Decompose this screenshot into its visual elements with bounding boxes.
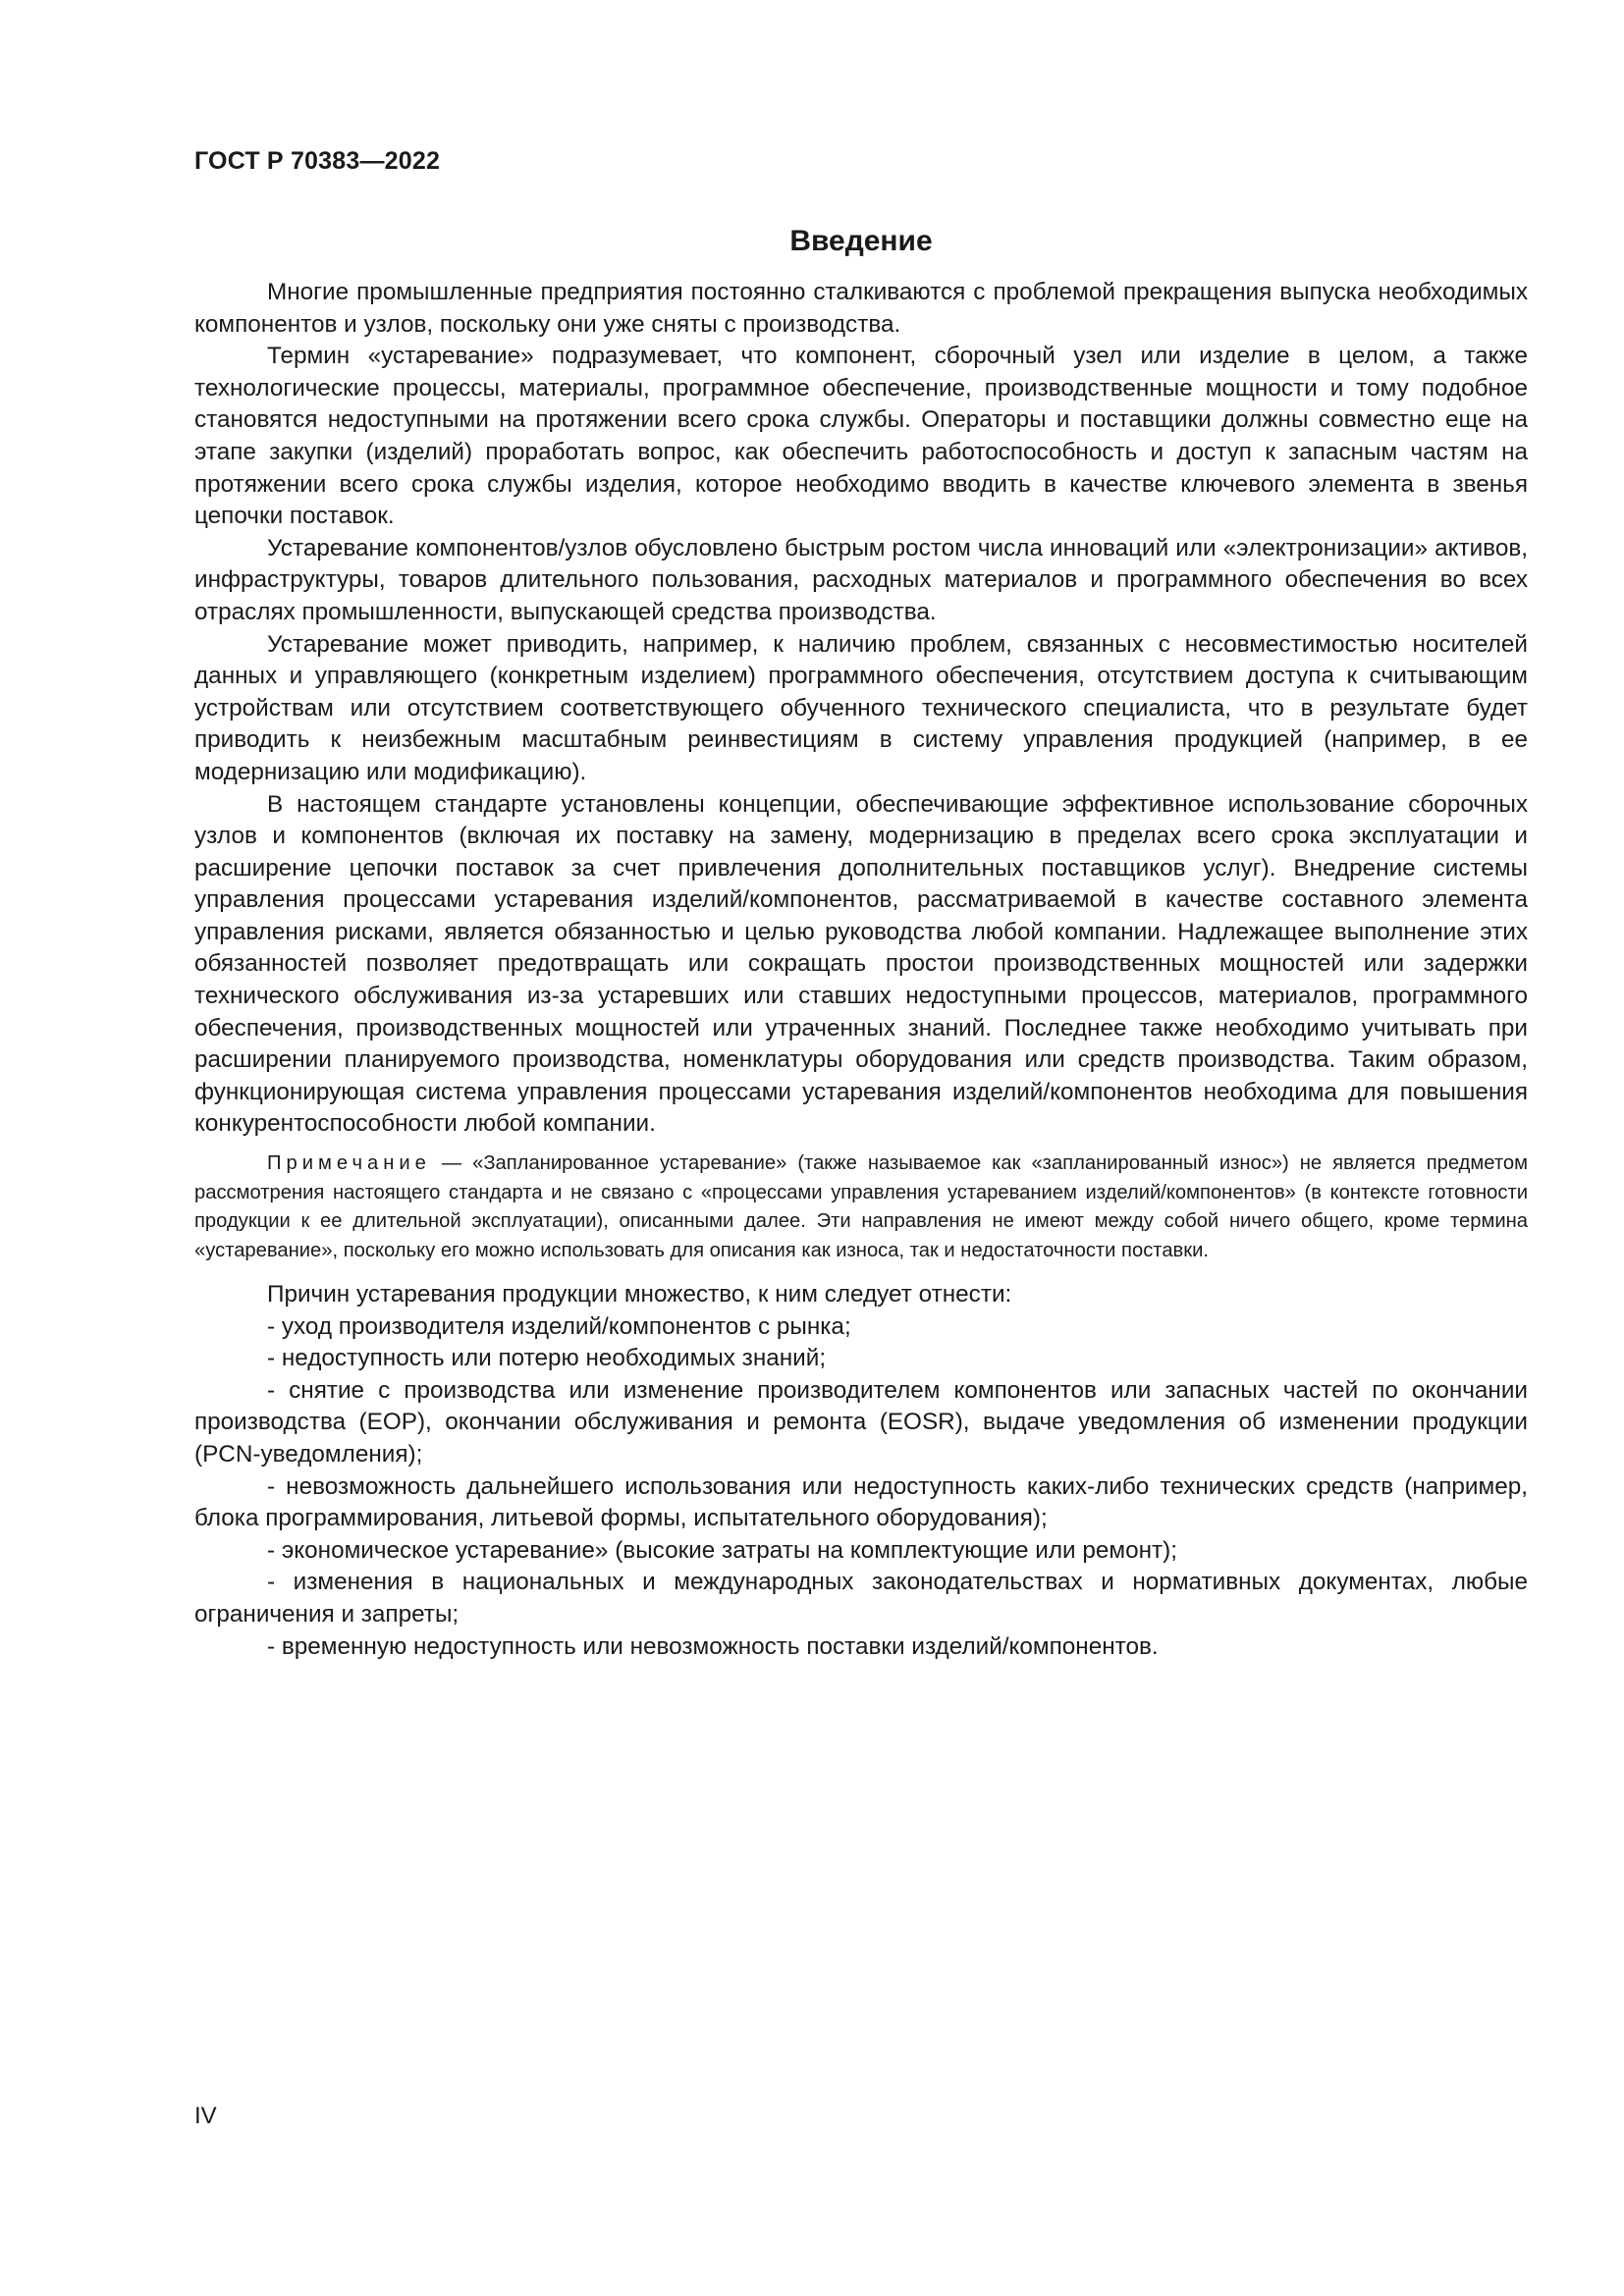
list-intro: Причин устаревания продукции множество, к ним следует отнести: bbox=[267, 1281, 1012, 1308]
section-title: Введение bbox=[789, 225, 933, 257]
causes-list bbox=[194, 1311, 1528, 1664]
paragraph: Термин «устаревание» подразумевает, что компонент, сборочный узел или изделие в целом, а также технологические процессы, материалы, программное обеспечение, производственные мощности и тому подобное становятся недоступными на протяжении всего срока службы. Операторы и поставщики должны совместно еще на этапе закупки (изделий) проработать вопрос, как обеспечить работоспособность и доступ к запасным частям на протяжении всего срока службы изделия, которое необходимо вводить в качестве ключевого элемента в звенья цепочки поставок. bbox=[194, 343, 1528, 530]
paragraph: Устаревание может приводить, например, к наличию проблем, связанных с несовместимостью носителей данных и управляющего (конкретным изделием) программного обеспечения, отсутствием доступа к считывающим устройствам или отсутствием соответствующего обученного технического специалиста, что в результате будет приводить к неизбежным масштабным реинвестициям в систему управления продукцией (например, в ее модернизацию или модификацию). bbox=[194, 630, 1528, 785]
list-item: - временную недоступность или невозможность поставки изделий/компонентов. bbox=[267, 1632, 1159, 1660]
list-item: - снятие с производства или изменение производителем компонентов или запасных частей по окончании производства (EOP), окончании обслуживания и ремонта (EOSR), выдаче уведомления об изменении продукции (PCN-уведомления); bbox=[194, 1376, 1528, 1468]
list-item: - недоступность или потерю необходимых знаний; bbox=[267, 1345, 827, 1372]
list-item: - невозможность дальнейшего использования или недоступность каких-либо технических средств (например, блока программирования, литьевой формы, испытательного оборудования); bbox=[194, 1472, 1528, 1532]
note bbox=[194, 1149, 1528, 1265]
paragraph: В настоящем стандарте установлены концепции, обеспечивающие эффективное использование сборочных узлов и компонентов (включая их поставку на замену, модернизацию в пределах всего срока эксплуатации и расширение цепочки поставок за счет привлечения дополнительных поставщиков услуг). Внедрение системы управления процессами устаревания изделий/компонентов, рассматриваемой в качестве составного элемента управления рисками, является обязанностью и целью руководства любой компании. Надлежащее выполнение этих обязанностей позволяет предотвращать или сокращать простои производственных мощностей или задержки технического обслуживания из-за устаревших или ставших недоступными процессов, материалов, программного обеспечения, производственных мощностей или утраченных знаний. Последнее также необходимо учитывать при расширении планируемого производства, номенклатуры оборудования или средств производства. Таким образом, функционирующая система управления процессами устаревания изделий/компонентов необходима для повышения конкурентоспособности любой компании. bbox=[194, 790, 1528, 1138]
paragraph: Устаревание компонентов/узлов обусловлено быстрым ростом числа инноваций или «электронизации» активов, инфраструктуры, товаров длительного пользования, расходных материалов и программного обеспечения во всех отраслях промышленности, выпускающей средства производства. bbox=[194, 534, 1528, 625]
note-label: Примечание bbox=[267, 1152, 431, 1175]
list-item: - уход производителя изделий/компонентов с рынка; bbox=[267, 1312, 851, 1340]
note-text: — «Запланированное устаревание» (также называемое как «запланированный износ») не является предметом рассмотрения настоящего стандарта и не связано с «процессами управления устареванием изделий/компонентов» (в контексте готовности продукции к ее длительной эксплуатации), описанными далее. Эти направления не имеют между собой ничего общего, кроме термина «устаревание», поскольку его можно использовать для описания как износа, так и недостаточности поставки. bbox=[194, 1152, 1528, 1261]
list-item: - изменения в национальных и международных законодательствах и нормативных документах, любые ограничения и запреты; bbox=[194, 1569, 1528, 1628]
page-number: IV bbox=[194, 2103, 217, 2129]
document-header: ГОСТ Р 70383—2022 bbox=[194, 147, 441, 175]
paragraph: Многие промышленные предприятия постоянно сталкиваются с проблемой прекращения выпуска необходимых компонентов и узлов, поскольку они уже сняты с производства. bbox=[194, 279, 1528, 338]
list-item: - экономическое устаревание» (высокие затраты на комплектующие или ремонт); bbox=[267, 1536, 1177, 1564]
page-content bbox=[194, 222, 1528, 1663]
